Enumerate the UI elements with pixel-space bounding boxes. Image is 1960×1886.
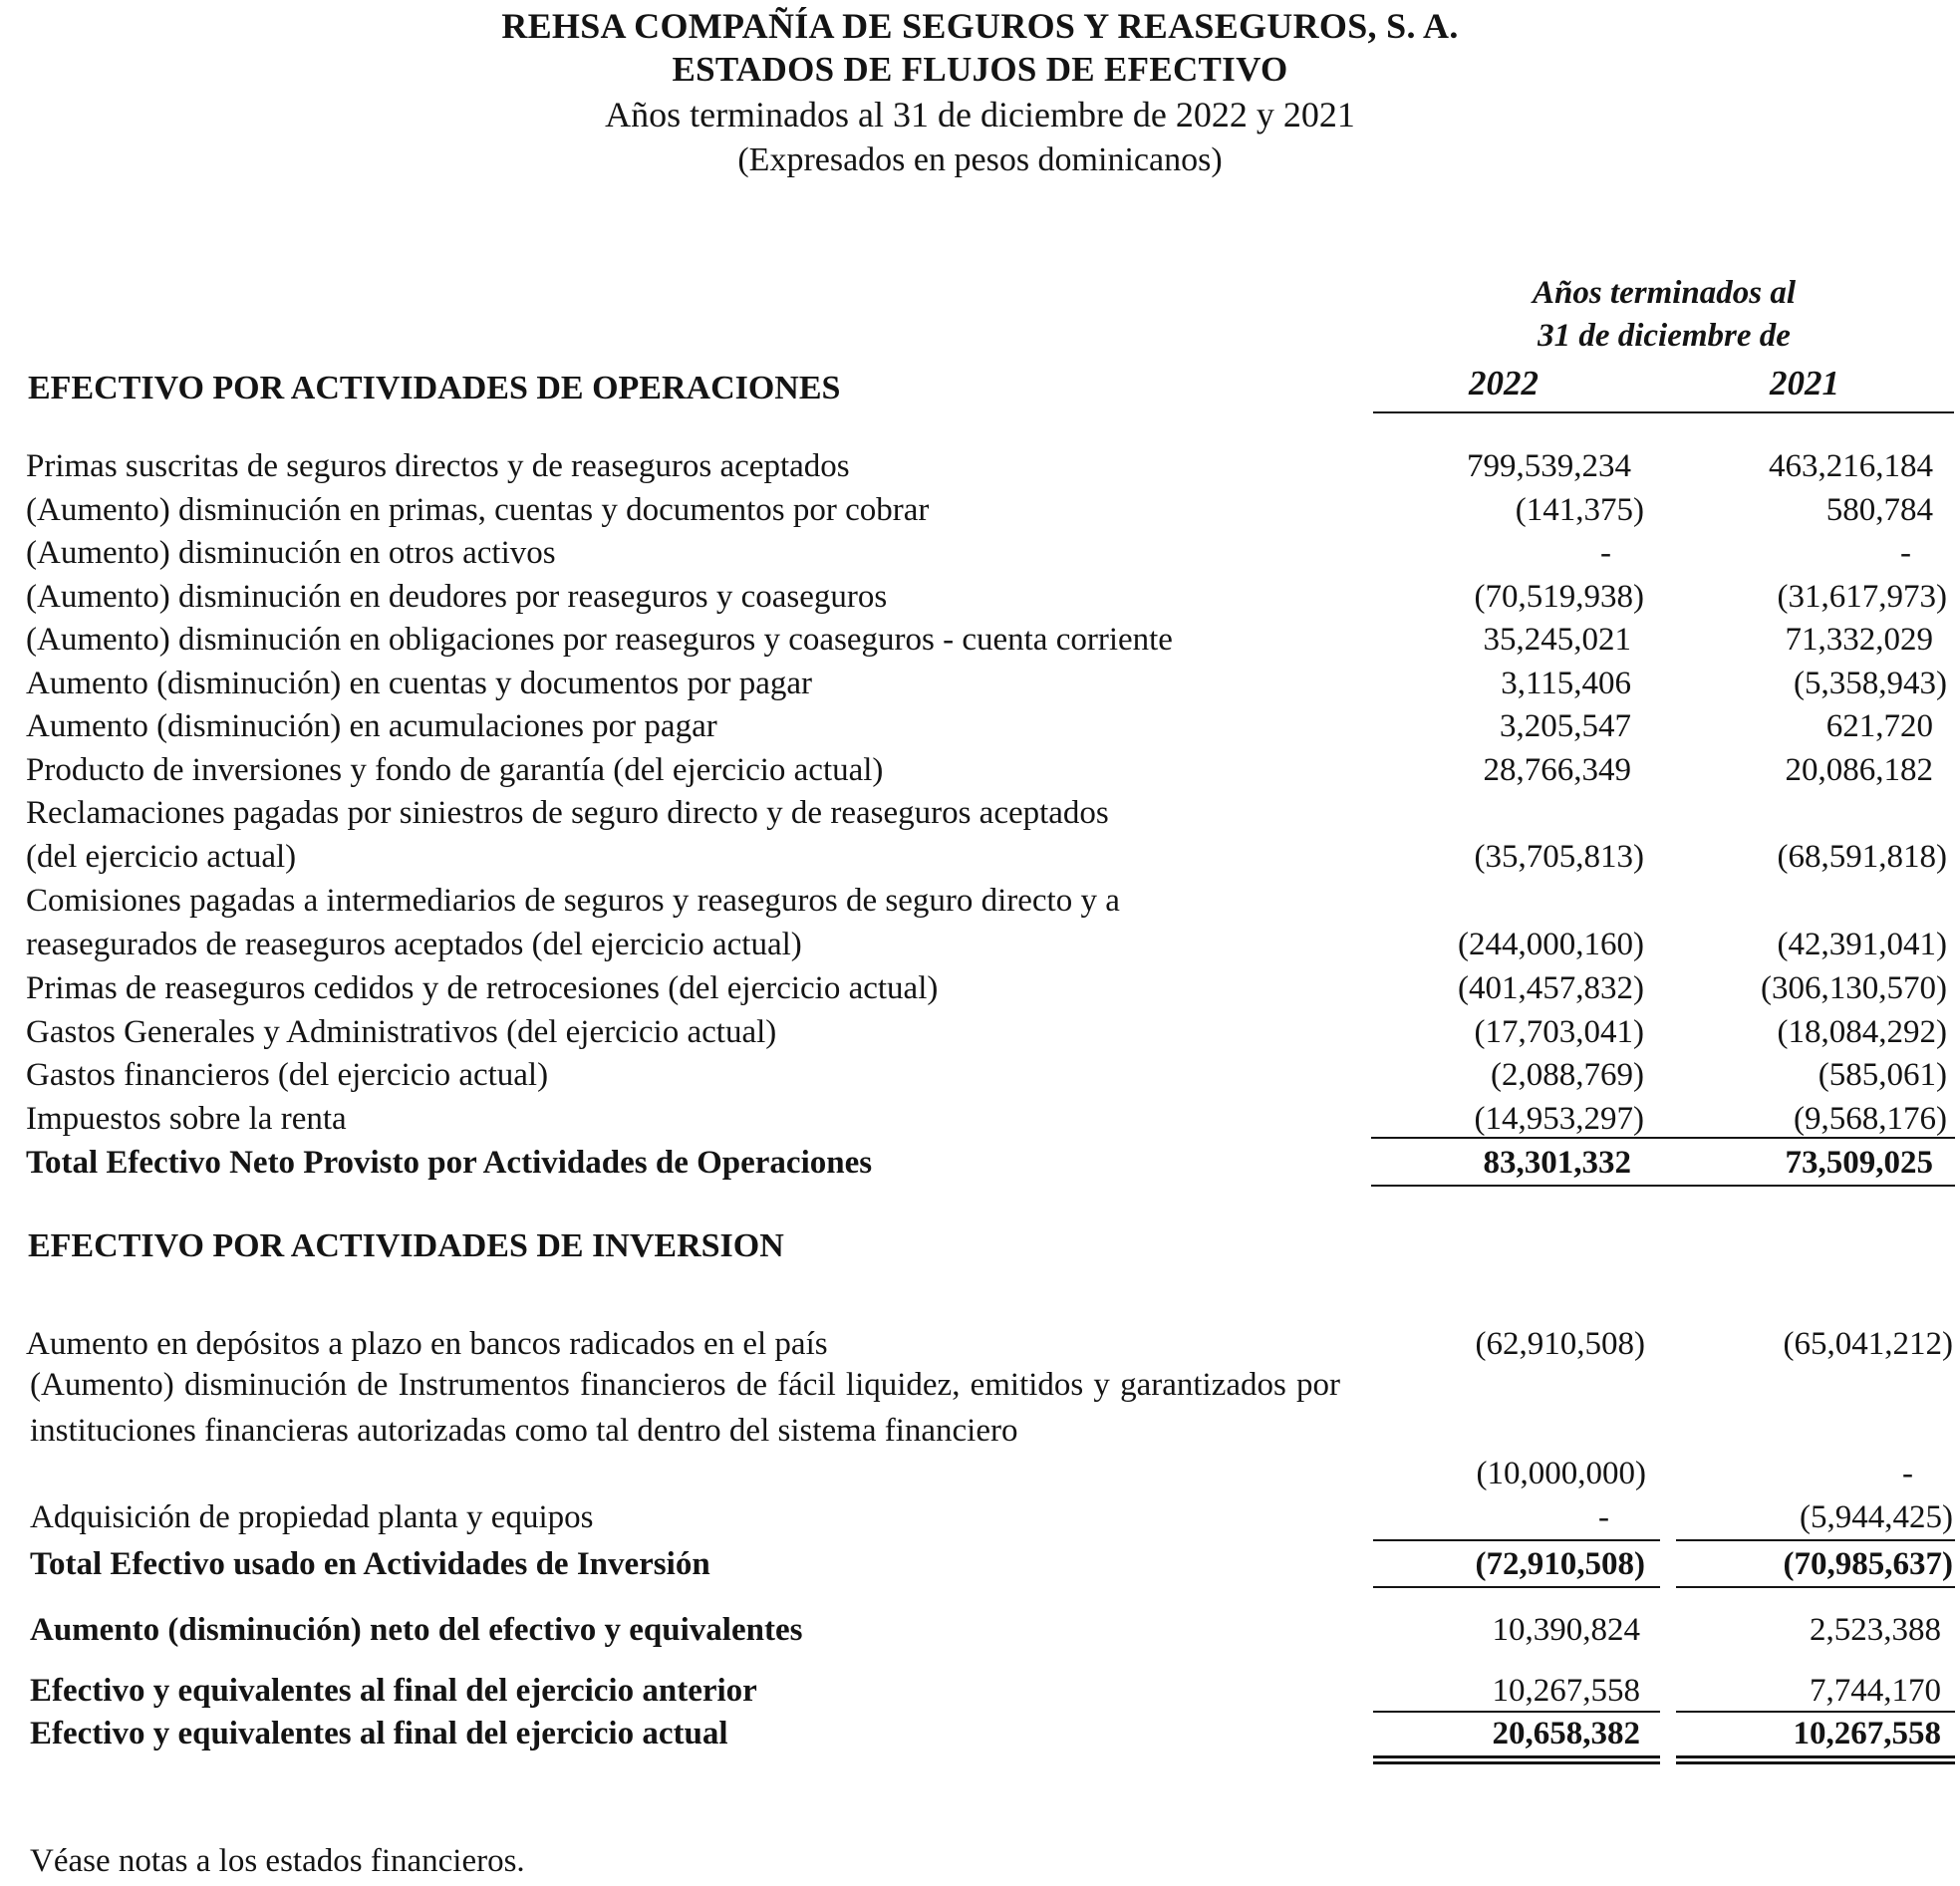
company-name: REHSA COMPAÑÍA DE SEGUROS Y REASEGUROS, S. A.: [501, 6, 1459, 46]
row-label: Gastos Generales y Administrativos (del ejercicio actual): [26, 1014, 777, 1050]
value-2022: 799,539,234: [1467, 448, 1631, 484]
row-label: (Aumento) disminución en otros activos: [26, 535, 556, 571]
total-2021: 73,509,025: [1785, 1145, 1933, 1181]
value-2021: 621,720: [1825, 708, 1933, 744]
investing-row: [0, 1495, 1960, 1539]
row-label-line1: Comisiones pagadas a intermediarios de seguros y reaseguros de seguro directo y a: [26, 883, 1120, 919]
double-rule-2022-b: [1373, 1761, 1660, 1764]
statement-title: ESTADOS DE FLUJOS DE EFECTIVO: [672, 50, 1288, 89]
operating-row: [0, 618, 1960, 662]
operating-section-title: EFECTIVO POR ACTIVIDADES DE OPERACIONES: [28, 370, 841, 406]
value-2021: (585,061): [1818, 1057, 1947, 1093]
subtotal-rule-2022: [1373, 1539, 1660, 1541]
operating-row: [0, 444, 1960, 488]
row-label: (Aumento) disminución en deudores por reaseguros y coaseguros: [26, 579, 888, 615]
total-rule-2022: [1373, 1586, 1660, 1588]
value-2021: (68,591,818): [1777, 839, 1947, 875]
operating-row: [0, 1097, 1960, 1141]
operating-row: [0, 748, 1960, 792]
value-2021: 463,216,184: [1769, 448, 1933, 484]
ending-cash-2021: 10,267,558: [1793, 1716, 1941, 1751]
year-2021-header: 2021: [1770, 364, 1839, 403]
year-2022-header: 2022: [1469, 364, 1539, 403]
operating-row: [0, 1010, 1960, 1054]
value-2022: (401,457,832): [1458, 970, 1644, 1006]
value-2021: (306,130,570): [1761, 970, 1947, 1006]
currency-note: (Expresados en pesos dominicanos): [737, 141, 1223, 178]
value-2022: (10,000,000): [1476, 1456, 1646, 1491]
statement-header: [0, 4, 1960, 182]
total-2022: 83,301,332: [1483, 1145, 1631, 1181]
operating-row: [0, 1053, 1960, 1097]
total-rule-2021: [1676, 1586, 1955, 1588]
row-label: Impuestos sobre la renta: [26, 1101, 347, 1137]
ending-cash-row: [0, 1712, 1960, 1755]
row-label: Aumento en depósitos a plazo en bancos radicados en el país: [26, 1326, 828, 1362]
column-heading-line1: Años terminados al: [1532, 275, 1797, 311]
value-2021: (42,391,041): [1777, 927, 1947, 962]
column-heading-line2: 31 de diciembre de: [1538, 318, 1791, 354]
value-2022: (141,375): [1515, 492, 1644, 528]
operating-row: [0, 488, 1960, 532]
value-2022: (35,705,813): [1474, 839, 1644, 875]
value-2022: (62,910,508): [1475, 1326, 1645, 1362]
value-2022: -: [1598, 1499, 1609, 1535]
row-label-line1: Reclamaciones pagadas por siniestros de seguro directo y de reaseguros aceptados: [26, 795, 1109, 831]
beginning-cash-label: Efectivo y equivalentes al final del ejercicio anterior: [30, 1673, 757, 1709]
net-change-row: [0, 1608, 1960, 1652]
double-rule-2021-b: [1676, 1761, 1955, 1764]
net-change-label: Aumento (disminución) neto del efectivo y equivalentes: [30, 1612, 803, 1648]
footer-note: Véase notas a los estados financieros.: [30, 1843, 525, 1879]
value-2022: (70,519,938): [1474, 579, 1644, 615]
net-change-2022: 10,390,824: [1492, 1612, 1640, 1648]
row-label: Adquisición de propiedad planta y equipos: [30, 1499, 594, 1535]
value-2022: (17,703,041): [1474, 1014, 1644, 1050]
operating-row: [0, 662, 1960, 705]
row-label: Aumento (disminución) en acumulaciones por pagar: [26, 708, 717, 744]
ending-cash-label: Efectivo y equivalentes al final del ejercicio actual: [30, 1716, 728, 1751]
value-2021: (31,617,973): [1777, 579, 1947, 615]
row-label: Primas de reaseguros cedidos y de retrocesiones (del ejercicio actual): [26, 970, 939, 1006]
value-2021: (9,568,176): [1794, 1101, 1947, 1137]
row-label-line2: (del ejercicio actual): [26, 839, 297, 875]
investing-row-label-justified: (Aumento) disminución de Instrumentos financieros de fácil liquidez, emitidos y garantizados por instituciones financieras autorizadas como tal dentro del sistema financiero: [30, 1367, 1340, 1449]
value-2021: (5,944,425): [1800, 1499, 1953, 1535]
investing-row: [0, 1322, 1960, 1366]
value-2022: (244,000,160): [1458, 927, 1644, 962]
row-label: Primas suscritas de seguros directos y de reaseguros aceptados: [26, 448, 850, 484]
value-2022: (2,088,769): [1491, 1057, 1644, 1093]
operating-row: [0, 704, 1960, 748]
beginning-cash-2022: 10,267,558: [1492, 1673, 1640, 1709]
total-2021: (70,985,637): [1783, 1546, 1953, 1582]
value-2021: -: [1900, 535, 1911, 571]
beginning-cash-2021: 7,744,170: [1810, 1673, 1941, 1709]
value-2021: (65,041,212): [1783, 1326, 1953, 1362]
value-2021: 20,086,182: [1785, 752, 1933, 788]
value-2022: 35,245,021: [1483, 622, 1631, 658]
row-label-line2: reasegurados de reaseguros aceptados (del ejercicio actual): [26, 927, 802, 962]
value-2022: (14,953,297): [1474, 1101, 1644, 1137]
total-label: Total Efectivo Neto Provisto por Actividades de Operaciones: [26, 1145, 873, 1181]
value-2021: 71,332,029: [1785, 622, 1933, 658]
value-2021: (5,358,943): [1794, 666, 1947, 701]
operating-row: [0, 575, 1960, 619]
operating-row: [0, 791, 1960, 879]
operating-total-row: [0, 1141, 1960, 1185]
statement-period: Años terminados al 31 de diciembre de 2022 y 2021: [605, 95, 1355, 135]
value-2021: (18,084,292): [1777, 1014, 1947, 1050]
double-rule-2022-a: [1373, 1755, 1660, 1758]
total-2022: (72,910,508): [1475, 1546, 1645, 1582]
beginning-cash-row: [0, 1669, 1960, 1713]
value-2022: 28,766,349: [1483, 752, 1631, 788]
total-rule: [1371, 1185, 1955, 1187]
operating-row: [0, 531, 1960, 575]
investing-section-title: EFECTIVO POR ACTIVIDADES DE INVERSION: [28, 1227, 784, 1264]
value-2021: 580,784: [1825, 492, 1933, 528]
header-rule: [1373, 411, 1954, 413]
row-label: Aumento (disminución) en cuentas y documentos por pagar: [26, 666, 813, 701]
row-label: (Aumento) disminución en primas, cuentas y documentos por cobrar: [26, 492, 930, 528]
row-label: Gastos financieros (del ejercicio actual): [26, 1057, 549, 1093]
subtotal-rule-2021: [1676, 1539, 1955, 1541]
row-label: (Aumento) disminución en obligaciones por reaseguros y coaseguros - cuenta corriente: [26, 622, 1173, 658]
value-2022: -: [1600, 535, 1611, 571]
row-label: Producto de inversiones y fondo de garantía (del ejercicio actual): [26, 752, 884, 788]
total-label: Total Efectivo usado en Actividades de Inversión: [30, 1546, 710, 1582]
investing-total-row: [0, 1542, 1960, 1586]
operating-row: [0, 879, 1960, 966]
value-2021: -: [1902, 1456, 1913, 1491]
double-rule-2021-a: [1676, 1755, 1955, 1758]
value-2022: 3,205,547: [1500, 708, 1631, 744]
operating-row: [0, 966, 1960, 1010]
subtotal-rule: [1371, 1137, 1955, 1139]
ending-cash-2022: 20,658,382: [1492, 1716, 1640, 1751]
investing-row: [0, 1452, 1960, 1495]
value-2022: 3,115,406: [1501, 666, 1631, 701]
net-change-2021: 2,523,388: [1810, 1612, 1941, 1648]
